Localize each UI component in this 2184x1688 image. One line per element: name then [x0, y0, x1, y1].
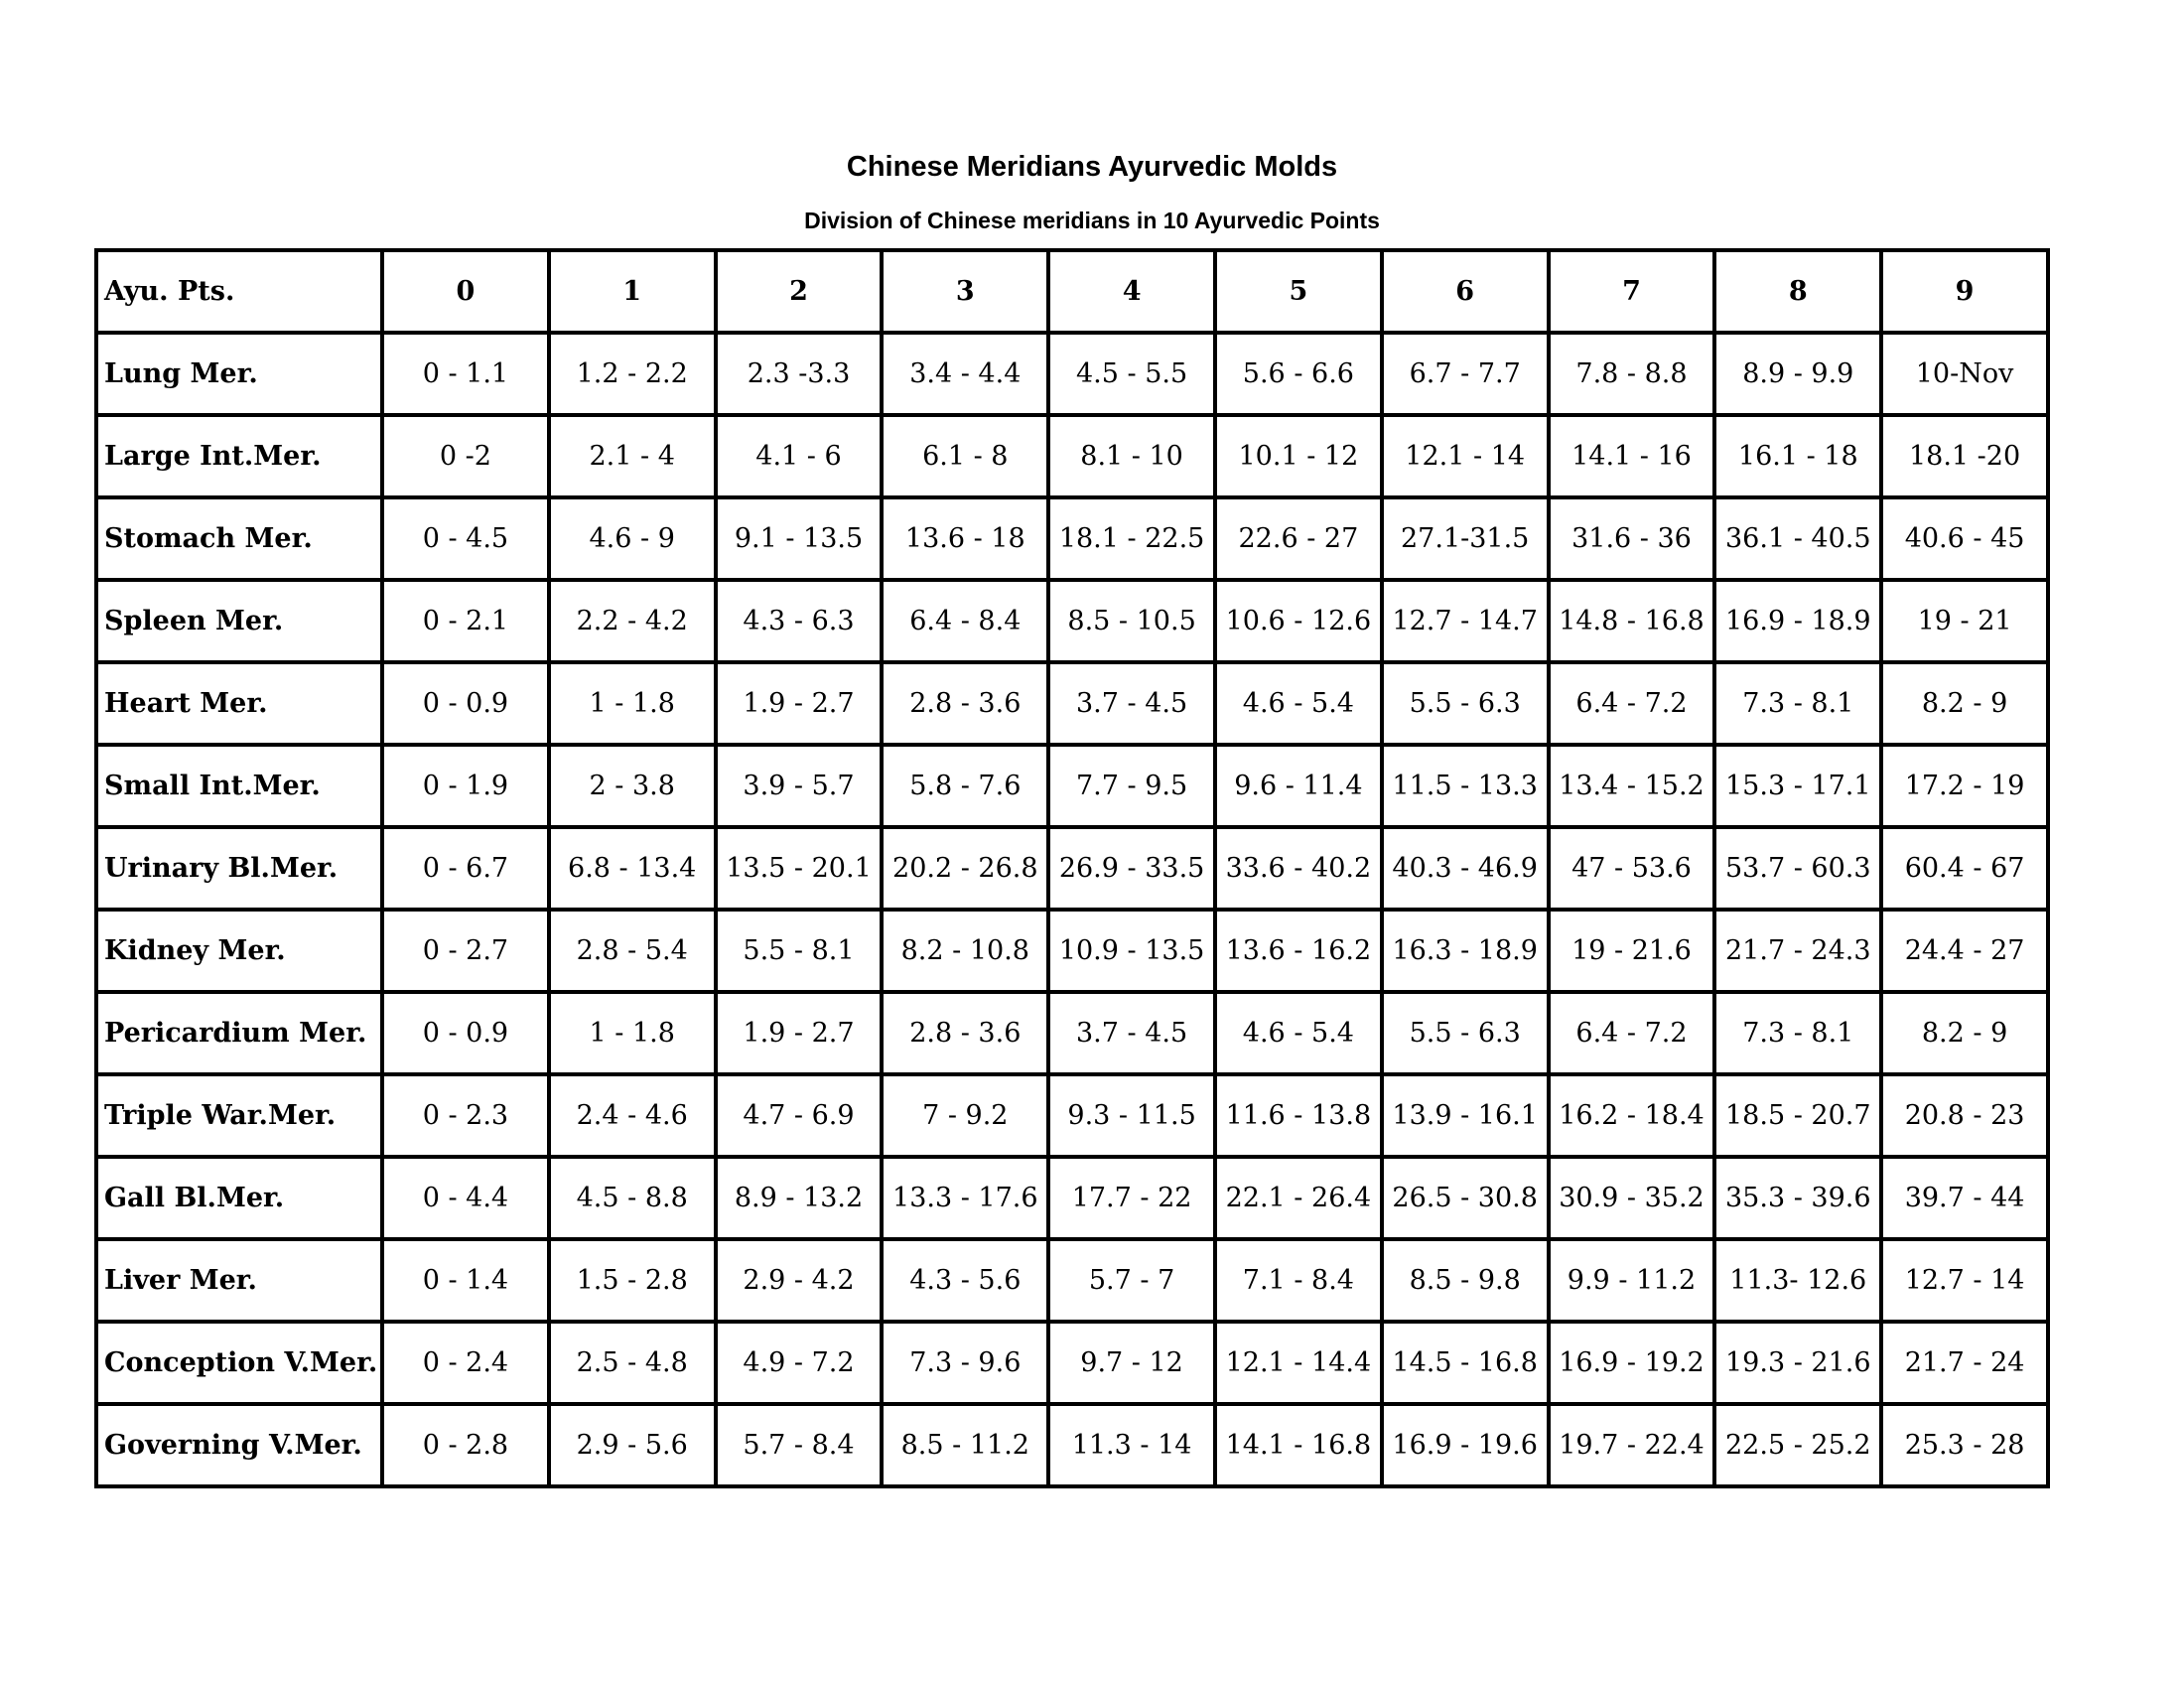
table-cell: 30.9 - 35.2 [1549, 1157, 1715, 1239]
table-cell: 11.5 - 13.3 [1382, 745, 1549, 827]
table-header-row [96, 250, 2048, 333]
table-cell: 5.7 - 8.4 [716, 1404, 883, 1486]
table-cell: 4.3 - 6.3 [716, 580, 883, 662]
table-cell: 9.3 - 11.5 [1048, 1074, 1215, 1157]
row-label: Triple War.Mer. [96, 1074, 382, 1157]
table-cell: 27.1-31.5 [1382, 497, 1549, 580]
table-cell: 0 - 0.9 [382, 992, 549, 1074]
table-cell: 0 -2 [382, 415, 549, 497]
column-header: 0 [382, 250, 549, 333]
table-cell: 14.1 - 16 [1549, 415, 1715, 497]
row-label: Gall Bl.Mer. [96, 1157, 382, 1239]
table-cell: 2 - 3.8 [549, 745, 716, 827]
table-cell: 4.7 - 6.9 [716, 1074, 883, 1157]
table-cell: 4.5 - 8.8 [549, 1157, 716, 1239]
column-header: 8 [1714, 250, 1881, 333]
table-cell: 0 - 1.4 [382, 1239, 549, 1322]
table-cell: 11.6 - 13.8 [1215, 1074, 1382, 1157]
table-cell: 2.9 - 5.6 [549, 1404, 716, 1486]
table-row [96, 497, 2048, 580]
table-cell: 18.1 - 22.5 [1048, 497, 1215, 580]
table-cell: 26.5 - 30.8 [1382, 1157, 1549, 1239]
table-cell: 14.8 - 16.8 [1549, 580, 1715, 662]
row-label: Large Int.Mer. [96, 415, 382, 497]
table-cell: 12.7 - 14.7 [1382, 580, 1549, 662]
table-cell: 16.9 - 19.2 [1549, 1322, 1715, 1404]
table-cell: 5.5 - 6.3 [1382, 992, 1549, 1074]
corner-label: Ayu. Pts. [96, 250, 382, 333]
table-cell: 19 - 21.6 [1549, 910, 1715, 992]
table-cell: 31.6 - 36 [1549, 497, 1715, 580]
table-row [96, 333, 2048, 415]
table-cell: 40.3 - 46.9 [1382, 827, 1549, 910]
table-row [96, 580, 2048, 662]
table-cell: 1.2 - 2.2 [549, 333, 716, 415]
table-cell: 19.3 - 21.6 [1714, 1322, 1881, 1404]
table-cell: 20.8 - 23 [1881, 1074, 2048, 1157]
table-cell: 36.1 - 40.5 [1714, 497, 1881, 580]
table-cell: 6.4 - 8.4 [882, 580, 1048, 662]
table-cell: 19.7 - 22.4 [1549, 1404, 1715, 1486]
table-cell: 10.6 - 12.6 [1215, 580, 1382, 662]
column-header: 6 [1382, 250, 1549, 333]
table-cell: 16.2 - 18.4 [1549, 1074, 1715, 1157]
table-cell: 7.7 - 9.5 [1048, 745, 1215, 827]
table-cell: 39.7 - 44 [1881, 1157, 2048, 1239]
table-cell: 5.6 - 6.6 [1215, 333, 1382, 415]
table-cell: 7.1 - 8.4 [1215, 1239, 1382, 1322]
table-cell: 7 - 9.2 [882, 1074, 1048, 1157]
table-cell: 8.2 - 9 [1881, 662, 2048, 745]
table-cell: 7.3 - 8.1 [1714, 992, 1881, 1074]
row-label: Stomach Mer. [96, 497, 382, 580]
table-cell: 47 - 53.6 [1549, 827, 1715, 910]
table-cell: 2.4 - 4.6 [549, 1074, 716, 1157]
table-cell: 6.8 - 13.4 [549, 827, 716, 910]
table-cell: 24.4 - 27 [1881, 910, 2048, 992]
table-cell: 5.8 - 7.6 [882, 745, 1048, 827]
table-cell: 2.8 - 3.6 [882, 662, 1048, 745]
table-cell: 12.1 - 14.4 [1215, 1322, 1382, 1404]
table-cell: 13.3 - 17.6 [882, 1157, 1048, 1239]
table-cell: 3.9 - 5.7 [716, 745, 883, 827]
table-cell: 40.6 - 45 [1881, 497, 2048, 580]
table-cell: 5.7 - 7 [1048, 1239, 1215, 1322]
table-cell: 1 - 1.8 [549, 992, 716, 1074]
table-row [96, 1074, 2048, 1157]
table-cell: 17.7 - 22 [1048, 1157, 1215, 1239]
table-cell: 12.7 - 14 [1881, 1239, 2048, 1322]
table-cell: 10-Nov [1881, 333, 2048, 415]
row-label: Small Int.Mer. [96, 745, 382, 827]
table-cell: 10.9 - 13.5 [1048, 910, 1215, 992]
table-cell: 2.2 - 4.2 [549, 580, 716, 662]
table-cell: 6.7 - 7.7 [1382, 333, 1549, 415]
table-cell: 9.9 - 11.2 [1549, 1239, 1715, 1322]
table-cell: 18.5 - 20.7 [1714, 1074, 1881, 1157]
table-cell: 33.6 - 40.2 [1215, 827, 1382, 910]
table-row [96, 910, 2048, 992]
table-cell: 13.4 - 15.2 [1549, 745, 1715, 827]
table-cell: 6.1 - 8 [882, 415, 1048, 497]
table-row [96, 662, 2048, 745]
row-label: Governing V.Mer. [96, 1404, 382, 1486]
table-cell: 8.5 - 9.8 [1382, 1239, 1549, 1322]
table-cell: 0 - 2.7 [382, 910, 549, 992]
table-cell: 2.3 -3.3 [716, 333, 883, 415]
table-cell: 0 - 1.1 [382, 333, 549, 415]
column-header: 4 [1048, 250, 1215, 333]
table-cell: 14.5 - 16.8 [1382, 1322, 1549, 1404]
table-row [96, 1157, 2048, 1239]
column-header: 7 [1549, 250, 1715, 333]
table-cell: 1.9 - 2.7 [716, 992, 883, 1074]
column-header: 3 [882, 250, 1048, 333]
table-cell: 22.1 - 26.4 [1215, 1157, 1382, 1239]
row-label: Conception V.Mer. [96, 1322, 382, 1404]
table-cell: 26.9 - 33.5 [1048, 827, 1215, 910]
table-cell: 2.9 - 4.2 [716, 1239, 883, 1322]
table-cell: 4.3 - 5.6 [882, 1239, 1048, 1322]
table-cell: 8.5 - 10.5 [1048, 580, 1215, 662]
table-cell: 16.1 - 18 [1714, 415, 1881, 497]
table-cell: 0 - 0.9 [382, 662, 549, 745]
table-cell: 2.5 - 4.8 [549, 1322, 716, 1404]
table-row [96, 1322, 2048, 1404]
table-cell: 21.7 - 24 [1881, 1322, 2048, 1404]
table-cell: 22.6 - 27 [1215, 497, 1382, 580]
table-cell: 13.5 - 20.1 [716, 827, 883, 910]
table-cell: 0 - 2.4 [382, 1322, 549, 1404]
table-cell: 8.2 - 10.8 [882, 910, 1048, 992]
table-cell: 8.2 - 9 [1881, 992, 2048, 1074]
table-row [96, 745, 2048, 827]
table-cell: 21.7 - 24.3 [1714, 910, 1881, 992]
table-cell: 4.9 - 7.2 [716, 1322, 883, 1404]
table-cell: 5.5 - 6.3 [1382, 662, 1549, 745]
table-cell: 4.6 - 5.4 [1215, 662, 1382, 745]
table-cell: 1 - 1.8 [549, 662, 716, 745]
table-cell: 13.9 - 16.1 [1382, 1074, 1549, 1157]
table-cell: 7.8 - 8.8 [1549, 333, 1715, 415]
table-cell: 19 - 21 [1881, 580, 2048, 662]
table-cell: 8.9 - 9.9 [1714, 333, 1881, 415]
table-cell: 25.3 - 28 [1881, 1404, 2048, 1486]
table-cell: 60.4 - 67 [1881, 827, 2048, 910]
table-cell: 3.4 - 4.4 [882, 333, 1048, 415]
table-row [96, 415, 2048, 497]
table-cell: 12.1 - 14 [1382, 415, 1549, 497]
column-header: 5 [1215, 250, 1382, 333]
table-cell: 11.3- 12.6 [1714, 1239, 1881, 1322]
table-cell: 9.7 - 12 [1048, 1322, 1215, 1404]
table-cell: 18.1 -20 [1881, 415, 2048, 497]
table-cell: 0 - 1.9 [382, 745, 549, 827]
table-cell: 14.1 - 16.8 [1215, 1404, 1382, 1486]
table-row [96, 1404, 2048, 1486]
table-cell: 8.1 - 10 [1048, 415, 1215, 497]
table-cell: 53.7 - 60.3 [1714, 827, 1881, 910]
table-cell: 7.3 - 8.1 [1714, 662, 1881, 745]
table-cell: 0 - 4.4 [382, 1157, 549, 1239]
table-cell: 6.4 - 7.2 [1549, 662, 1715, 745]
table-cell: 0 - 6.7 [382, 827, 549, 910]
table-cell: 16.9 - 19.6 [1382, 1404, 1549, 1486]
row-label: Spleen Mer. [96, 580, 382, 662]
table-cell: 1.9 - 2.7 [716, 662, 883, 745]
row-label: Heart Mer. [96, 662, 382, 745]
row-label: Lung Mer. [96, 333, 382, 415]
table-cell: 0 - 2.1 [382, 580, 549, 662]
row-label: Pericardium Mer. [96, 992, 382, 1074]
table-row [96, 1239, 2048, 1322]
row-label: Urinary Bl.Mer. [96, 827, 382, 910]
meridian-table [94, 248, 2050, 1488]
table-cell: 13.6 - 18 [882, 497, 1048, 580]
table-cell: 22.5 - 25.2 [1714, 1404, 1881, 1486]
table-cell: 0 - 2.8 [382, 1404, 549, 1486]
table-cell: 0 - 2.3 [382, 1074, 549, 1157]
column-header: 9 [1881, 250, 2048, 333]
table-cell: 20.2 - 26.8 [882, 827, 1048, 910]
table-cell: 2.1 - 4 [549, 415, 716, 497]
column-header: 2 [716, 250, 883, 333]
table-cell: 4.1 - 6 [716, 415, 883, 497]
table-cell: 16.9 - 18.9 [1714, 580, 1881, 662]
table-cell: 3.7 - 4.5 [1048, 992, 1215, 1074]
table-cell: 17.2 - 19 [1881, 745, 2048, 827]
table-cell: 10.1 - 12 [1215, 415, 1382, 497]
document-subtitle: Division of Chinese meridians in 10 Ayurvedic Points [804, 208, 1380, 233]
table-cell: 15.3 - 17.1 [1714, 745, 1881, 827]
table-cell: 2.8 - 3.6 [882, 992, 1048, 1074]
table-cell: 2.8 - 5.4 [549, 910, 716, 992]
table-cell: 35.3 - 39.6 [1714, 1157, 1881, 1239]
table-cell: 16.3 - 18.9 [1382, 910, 1549, 992]
column-header: 1 [549, 250, 716, 333]
row-label: Liver Mer. [96, 1239, 382, 1322]
table-row [96, 827, 2048, 910]
table-cell: 4.5 - 5.5 [1048, 333, 1215, 415]
document-title: Chinese Meridians Ayurvedic Molds [846, 151, 1338, 183]
table-body [96, 333, 2048, 1486]
table-cell: 13.6 - 16.2 [1215, 910, 1382, 992]
table-row [96, 992, 2048, 1074]
row-label: Kidney Mer. [96, 910, 382, 992]
table-cell: 8.9 - 13.2 [716, 1157, 883, 1239]
table-cell: 9.1 - 13.5 [716, 497, 883, 580]
table-cell: 1.5 - 2.8 [549, 1239, 716, 1322]
table-cell: 8.5 - 11.2 [882, 1404, 1048, 1486]
table-cell: 11.3 - 14 [1048, 1404, 1215, 1486]
table-cell: 3.7 - 4.5 [1048, 662, 1215, 745]
table-cell: 4.6 - 5.4 [1215, 992, 1382, 1074]
table-cell: 9.6 - 11.4 [1215, 745, 1382, 827]
table-cell: 0 - 4.5 [382, 497, 549, 580]
table-cell: 7.3 - 9.6 [882, 1322, 1048, 1404]
table-cell: 6.4 - 7.2 [1549, 992, 1715, 1074]
table-cell: 4.6 - 9 [549, 497, 716, 580]
table-cell: 5.5 - 8.1 [716, 910, 883, 992]
